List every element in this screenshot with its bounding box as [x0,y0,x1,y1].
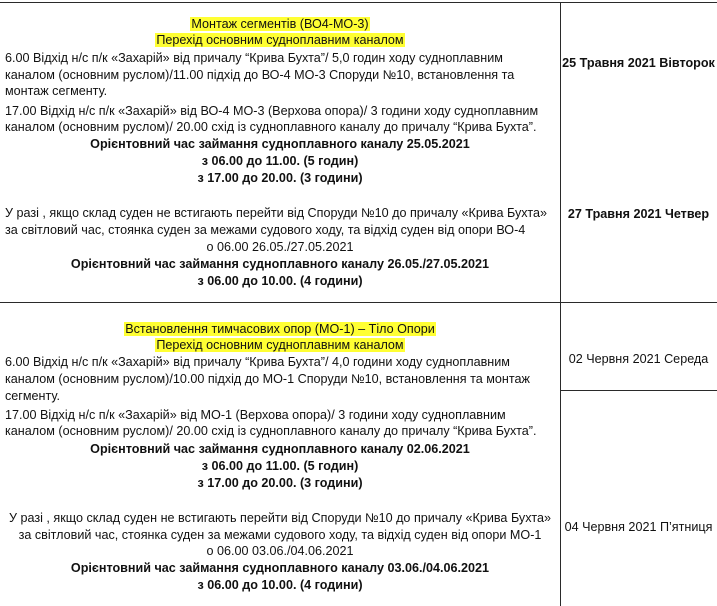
body-line: У разі , якщо склад суден не встигають перейти від Споруди №10 до причалу «Крива Бухта» [5,206,548,220]
body-line: за світловий час, стоянка суден за межами судового ходу, та відхід суден від опори МО-1 [18,528,542,542]
time-range: з 17.00 до 20.00. (3 години) [197,171,363,185]
date-cell-divider [560,390,717,391]
body-line: каналом (основним руслом)/11.00 підхід до ВО-4 МО-3 Споруди №10, встановлення та [5,68,515,82]
body-line: каналом (основним руслом)/ 20.00 схід із судноплавного каналу до причалу “Крива Бухта”. [5,424,537,438]
time-heading: Орієнтовний час займання судноплавного каналу 26.05./27.05.2021 [70,257,490,271]
body-line: 17.00 Відхід н/с п/к «Захарій» від МО-1 (Верхова опора)/ 3 години ходу судноплавним [5,408,506,422]
body-line: о 06.00 03.06./04.06.2021 [206,544,354,558]
body-line: 17.00 Відхід н/с п/к «Захарій» від ВО-4 МО-3 (Верхова опора)/ 3 години ходу судноплавним [5,104,539,118]
section-subtitle: Перехід основним судноплавним каналом [156,338,404,352]
time-range: з 06.00 до 11.00. (5 годин) [201,154,359,168]
date-cell: 04 Червня 2021 П’ятниця [564,520,713,534]
date-cell: 25 Травня 2021 Вівторок [562,56,715,70]
body-line: каналом (основним руслом)/10.00 підхід до МО-1 Споруди №10, встановлення та монтаж [5,372,530,386]
time-range: з 06.00 до 10.00. (4 години) [197,274,363,288]
body-line: каналом (основним руслом)/ 20.00 схід із судноплавного каналу до причалу “Крива Бухта”. [5,120,537,134]
table-row-divider [0,302,717,303]
section-subtitle: Перехід основним судноплавним каналом [156,33,404,47]
body-line: монтаж сегменту. [5,84,108,98]
section-title: Монтаж сегментів (ВО4-МО-3) [191,17,369,31]
time-range: з 06.00 до 11.00. (5 годин) [201,459,359,473]
date-column-divider [560,2,561,606]
body-line: У разі , якщо склад суден не встигають перейти від Споруди №10 до причалу «Крива Бухта» [8,511,552,525]
time-heading: Орієнтовний час займання судноплавного каналу 25.05.2021 [90,137,470,151]
time-heading: Орієнтовний час займання судноплавного каналу 03.06./04.06.2021 [70,561,490,575]
time-heading: Орієнтовний час займання судноплавного каналу 02.06.2021 [90,442,470,456]
table-top-border [0,2,717,3]
date-cell: 27 Травня 2021 Четвер [567,207,710,221]
date-cell: 02 Червня 2021 Середа [568,352,709,366]
body-line: 6.00 Відхід н/с п/к «Захарій» від причалу “Крива Бухта”/ 5,0 годин ходу судноплавним [5,51,503,65]
body-line: 6.00 Відхід н/с п/к «Захарій» від причалу “Крива Бухта”/ 4,0 години ходу судноплавним [5,355,510,369]
time-range: з 06.00 до 10.00. (4 години) [197,578,363,592]
time-range: з 17.00 до 20.00. (3 години) [197,476,363,490]
body-line: за світловий час, стоянка суден за межами судового ходу, та відхід суден від опори ВО-4 [5,223,526,237]
body-line: сегменту. [5,389,60,403]
section-title: Встановлення тимчасових опор (МО-1) – Тіло Опори [125,322,435,336]
body-line: о 06.00 26.05./27.05.2021 [206,240,354,254]
